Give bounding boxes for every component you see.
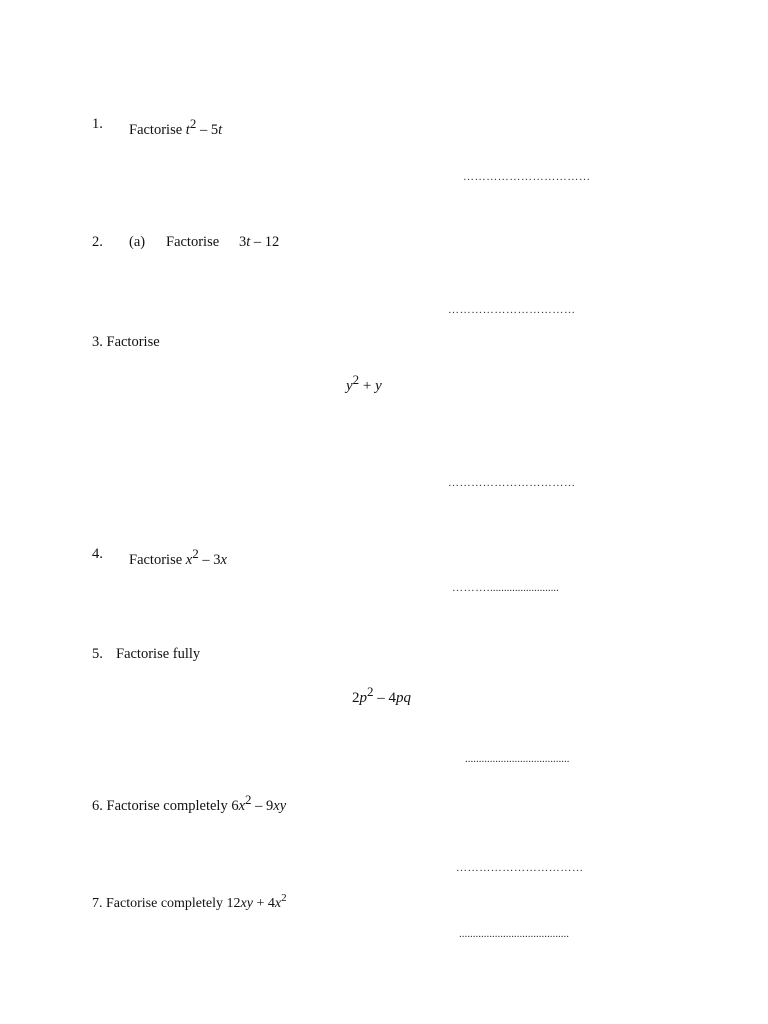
question-label: 6. Factorise completely (92, 798, 228, 814)
math-var: y (375, 378, 382, 394)
question-number: 1. (92, 116, 103, 132)
math-rest: – 9 (251, 798, 274, 814)
question-part: (a) (129, 234, 146, 250)
math-expression (239, 234, 279, 251)
math-exponent: 2 (192, 546, 199, 561)
math-op: + 4 (252, 896, 275, 911)
math-exponent: 2 (189, 116, 197, 131)
answer-line-part: ......................... (490, 582, 559, 594)
question-number: 4. (92, 546, 103, 562)
question-text (92, 892, 287, 912)
answer-line-part: ………. (452, 582, 491, 594)
math-expression (352, 684, 411, 707)
math-var: xy (273, 798, 287, 814)
math-base: t (185, 122, 190, 138)
answer-line: …………………………… (448, 304, 576, 316)
math-base: x (274, 896, 282, 911)
question-label: 7. Factorise completely (92, 896, 224, 911)
math-rest: – 4 (373, 690, 396, 706)
math-rest: – 5 (196, 122, 219, 138)
instruction: Factorise fully (116, 646, 201, 662)
instruction: Factorise (129, 552, 183, 568)
answer-line (452, 582, 559, 594)
math-coef: 3 (239, 234, 247, 250)
instruction: Factorise (129, 122, 183, 138)
math-var: xy (240, 896, 253, 911)
question-text (129, 546, 227, 569)
question-number: 5. (92, 646, 103, 662)
question-text (129, 116, 222, 139)
math-base: x (185, 552, 193, 568)
math-coef: 12 (226, 896, 241, 911)
math-base: y (346, 378, 353, 394)
question-text (92, 792, 286, 815)
question-number: 2. (92, 234, 103, 250)
question-label: 3. Factorise (92, 334, 160, 350)
math-rest: – 12 (250, 234, 280, 250)
math-expression (346, 372, 382, 395)
math-var: pq (396, 690, 411, 706)
math-exponent: 2 (281, 892, 287, 904)
math-exponent: 2 (352, 372, 360, 387)
answer-line: …………………………… (448, 477, 576, 489)
math-op: + (359, 378, 376, 394)
math-coef: 6 (231, 798, 239, 814)
instruction: Factorise (166, 234, 220, 250)
math-rest: – 3 (198, 552, 221, 568)
answer-line: …………………………… (456, 862, 584, 874)
math-base: p (359, 690, 367, 706)
answer-line: …………………………… (463, 171, 591, 183)
math-coef: 2 (352, 690, 360, 706)
math-var: t (218, 122, 223, 138)
math-exponent: 2 (245, 792, 252, 807)
answer-line: ...................................... (465, 753, 570, 765)
math-var: t (246, 234, 251, 250)
math-var: x (220, 552, 227, 568)
math-base: x (238, 798, 246, 814)
answer-line: ........................................ (459, 928, 569, 940)
math-exponent: 2 (367, 684, 374, 699)
